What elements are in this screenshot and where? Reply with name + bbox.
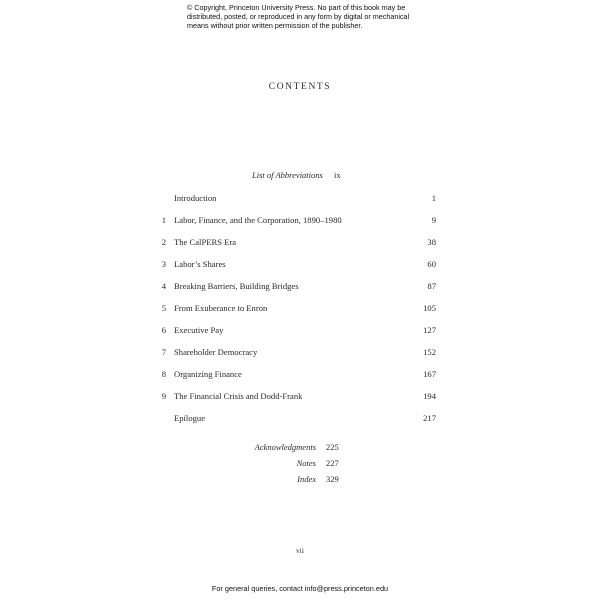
chapter-number: 4 [161,281,166,291]
chapter-page: 60 [427,259,436,269]
chapter-page: 167 [423,369,436,379]
chapter-number: 6 [161,325,166,335]
chapter-title: Epilogue [174,413,206,423]
footer-contact: For general queries, contact info@press.princeton.edu [211,584,389,593]
chapter-title: Labor’s Shares [174,259,226,269]
chapter-page: 194 [423,391,436,401]
toc-entry [0,368,600,380]
chapter-title: Breaking Barriers, Building Bridges [174,281,299,291]
back-matter-page: 227 [326,458,339,468]
page-number: vii [296,546,304,555]
chapter-page: 87 [427,281,436,291]
chapter-title: The CalPERS Era [174,237,237,247]
back-matter-page: 225 [326,442,339,452]
toc-entry [0,214,600,226]
chapter-number: 9 [161,391,166,401]
chapter-title: Shareholder Democracy [174,347,258,357]
abbreviations-label: List of Abbreviations [252,170,323,180]
chapter-number: 7 [161,347,166,357]
toc-entry [0,412,600,424]
toc-entry [0,324,600,336]
toc-entry [0,192,600,204]
chapter-title: The Financial Crisis and Dodd-Frank [174,391,303,401]
toc-entry [0,390,600,402]
chapter-page: 1 [431,193,436,203]
chapter-title: Executive Pay [174,325,224,335]
chapter-page: 9 [431,215,436,225]
back-matter-entry [0,457,600,469]
back-matter-label: Index [297,474,316,484]
abbreviations-page: ix [334,170,341,180]
chapter-title: From Exuberance to Enron [174,303,268,313]
chapter-title: Introduction [174,193,217,203]
toc-entry [0,236,600,248]
chapter-number: 8 [161,369,166,379]
chapter-page: 217 [423,413,436,423]
chapter-page: 127 [423,325,436,335]
back-matter-entry [0,473,600,485]
chapter-number: 3 [161,259,166,269]
back-matter-label: Notes [296,458,316,468]
chapter-title: Organizing Finance [174,369,242,379]
chapter-page: 38 [427,237,436,247]
chapter-title: Labor, Finance, and the Corporation, 1890–1980 [174,215,342,225]
toc-entry [0,258,600,270]
copyright-notice: © Copyright, Princeton University Press. No part of this book may be distributed, posted, or reproduced in any form by digital or mechanical means without prior written permission of the publisher. [187,3,410,30]
chapter-number: 1 [161,215,166,225]
back-matter-entry [0,441,600,453]
toc-entry [0,346,600,358]
chapter-number: 5 [161,303,166,313]
chapter-page: 105 [423,303,436,313]
toc-entry [0,302,600,314]
chapter-number: 2 [161,237,166,247]
back-matter-label: Acknowledgments [254,442,316,452]
contents-heading: CONTENTS [268,82,332,92]
chapter-page: 152 [423,347,436,357]
toc-entry [0,280,600,292]
back-matter-page: 329 [326,474,339,484]
